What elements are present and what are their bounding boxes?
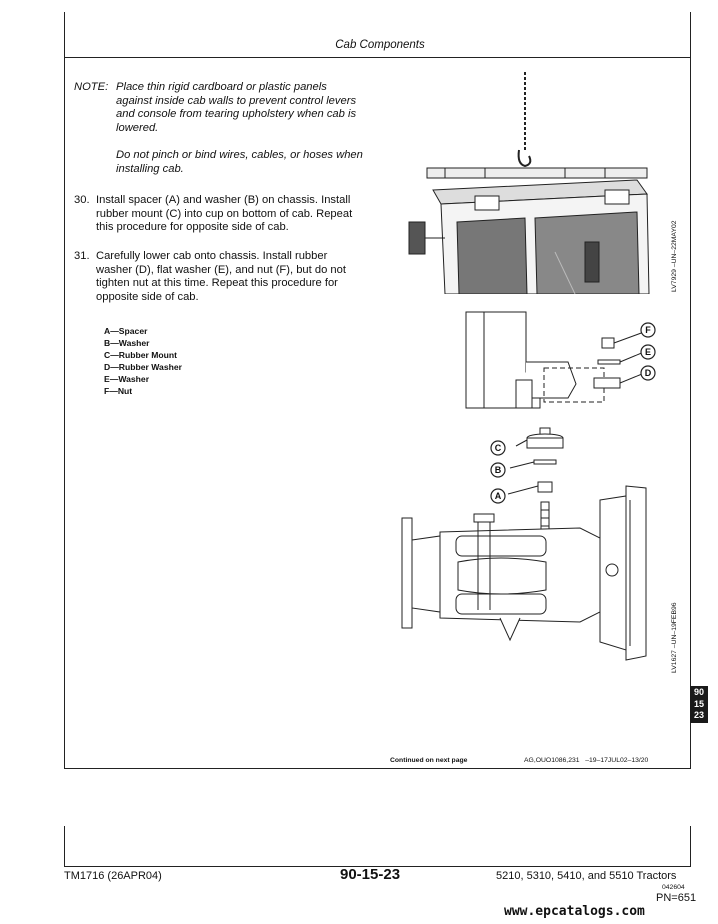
legend-item: F—Nut [104,386,133,396]
step-31-text: Carefully lower cab onto chassis. Install rubber washer (D), flat washer (E), and nut (F), but do not tighten nut at this time. Repeat this procedure for opposite side of cab. [96,250,346,303]
callout-label: D [644,368,652,378]
footer-left-line [64,826,65,866]
note-label: NOTE: [74,81,109,93]
note-text: Place thin rigid cardboard or plastic panels against inside cab walls to prevent control levers and console from tearing upholstery when cab is lowered. Do not pinch or bind wires, cables, or hoses when installing cab. [116,81,363,175]
step-30-number: 30. [74,194,90,206]
callout-label: C [494,443,502,453]
pn-number: PN=651 [656,892,697,904]
legend-item: C—Rubber Mount [104,350,178,360]
callout-label: E [644,347,652,357]
continued-note: Continued on next page [390,757,468,764]
tractor-models: 5210, 5310, 5410, and 5510 Tractors [496,870,677,882]
callout-label: F [645,325,651,335]
page-number: 90-15-23 [340,866,401,883]
legend-item: B—Washer [104,338,150,348]
header-rule [64,57,691,58]
manual-id: TM1716 (26APR04) [64,870,162,882]
figure2-code: LV1627 –UN–19FEB96 [671,602,678,673]
frame-left-line [64,12,65,769]
watermark: www.epcatalogs.com [504,904,645,919]
parts-legend [104,325,182,397]
frame-right-line [690,12,691,769]
step-31-number: 31. [74,250,90,262]
cab-mount-exploded-view [400,310,662,672]
callout-label: A [494,491,502,501]
section-side-tab: 90 15 23 [690,686,708,723]
section-title: Cab Components [335,39,425,51]
cab-lift-illustration [405,72,665,294]
footer-right-line [690,826,691,866]
footer-code: 042604 [662,884,685,891]
legend-item: D—Rubber Washer [104,362,182,372]
legend-item: A—Spacer [104,326,148,336]
step-30-text: Install spacer (A) and washer (B) on chassis. Install rubber mount (C) into cup on bottom of cab. Repeat this procedure for opposite side of cab. [96,194,353,234]
legend-item: E—Washer [104,374,150,384]
figure1-code: LV7929 –UN–22MAY02 [671,220,678,292]
doc-reference: AG,OUO1086,231 –19–17JUL02–13/20 [524,757,649,764]
callout-label: B [494,465,502,475]
content-bottom-rule [64,768,691,769]
